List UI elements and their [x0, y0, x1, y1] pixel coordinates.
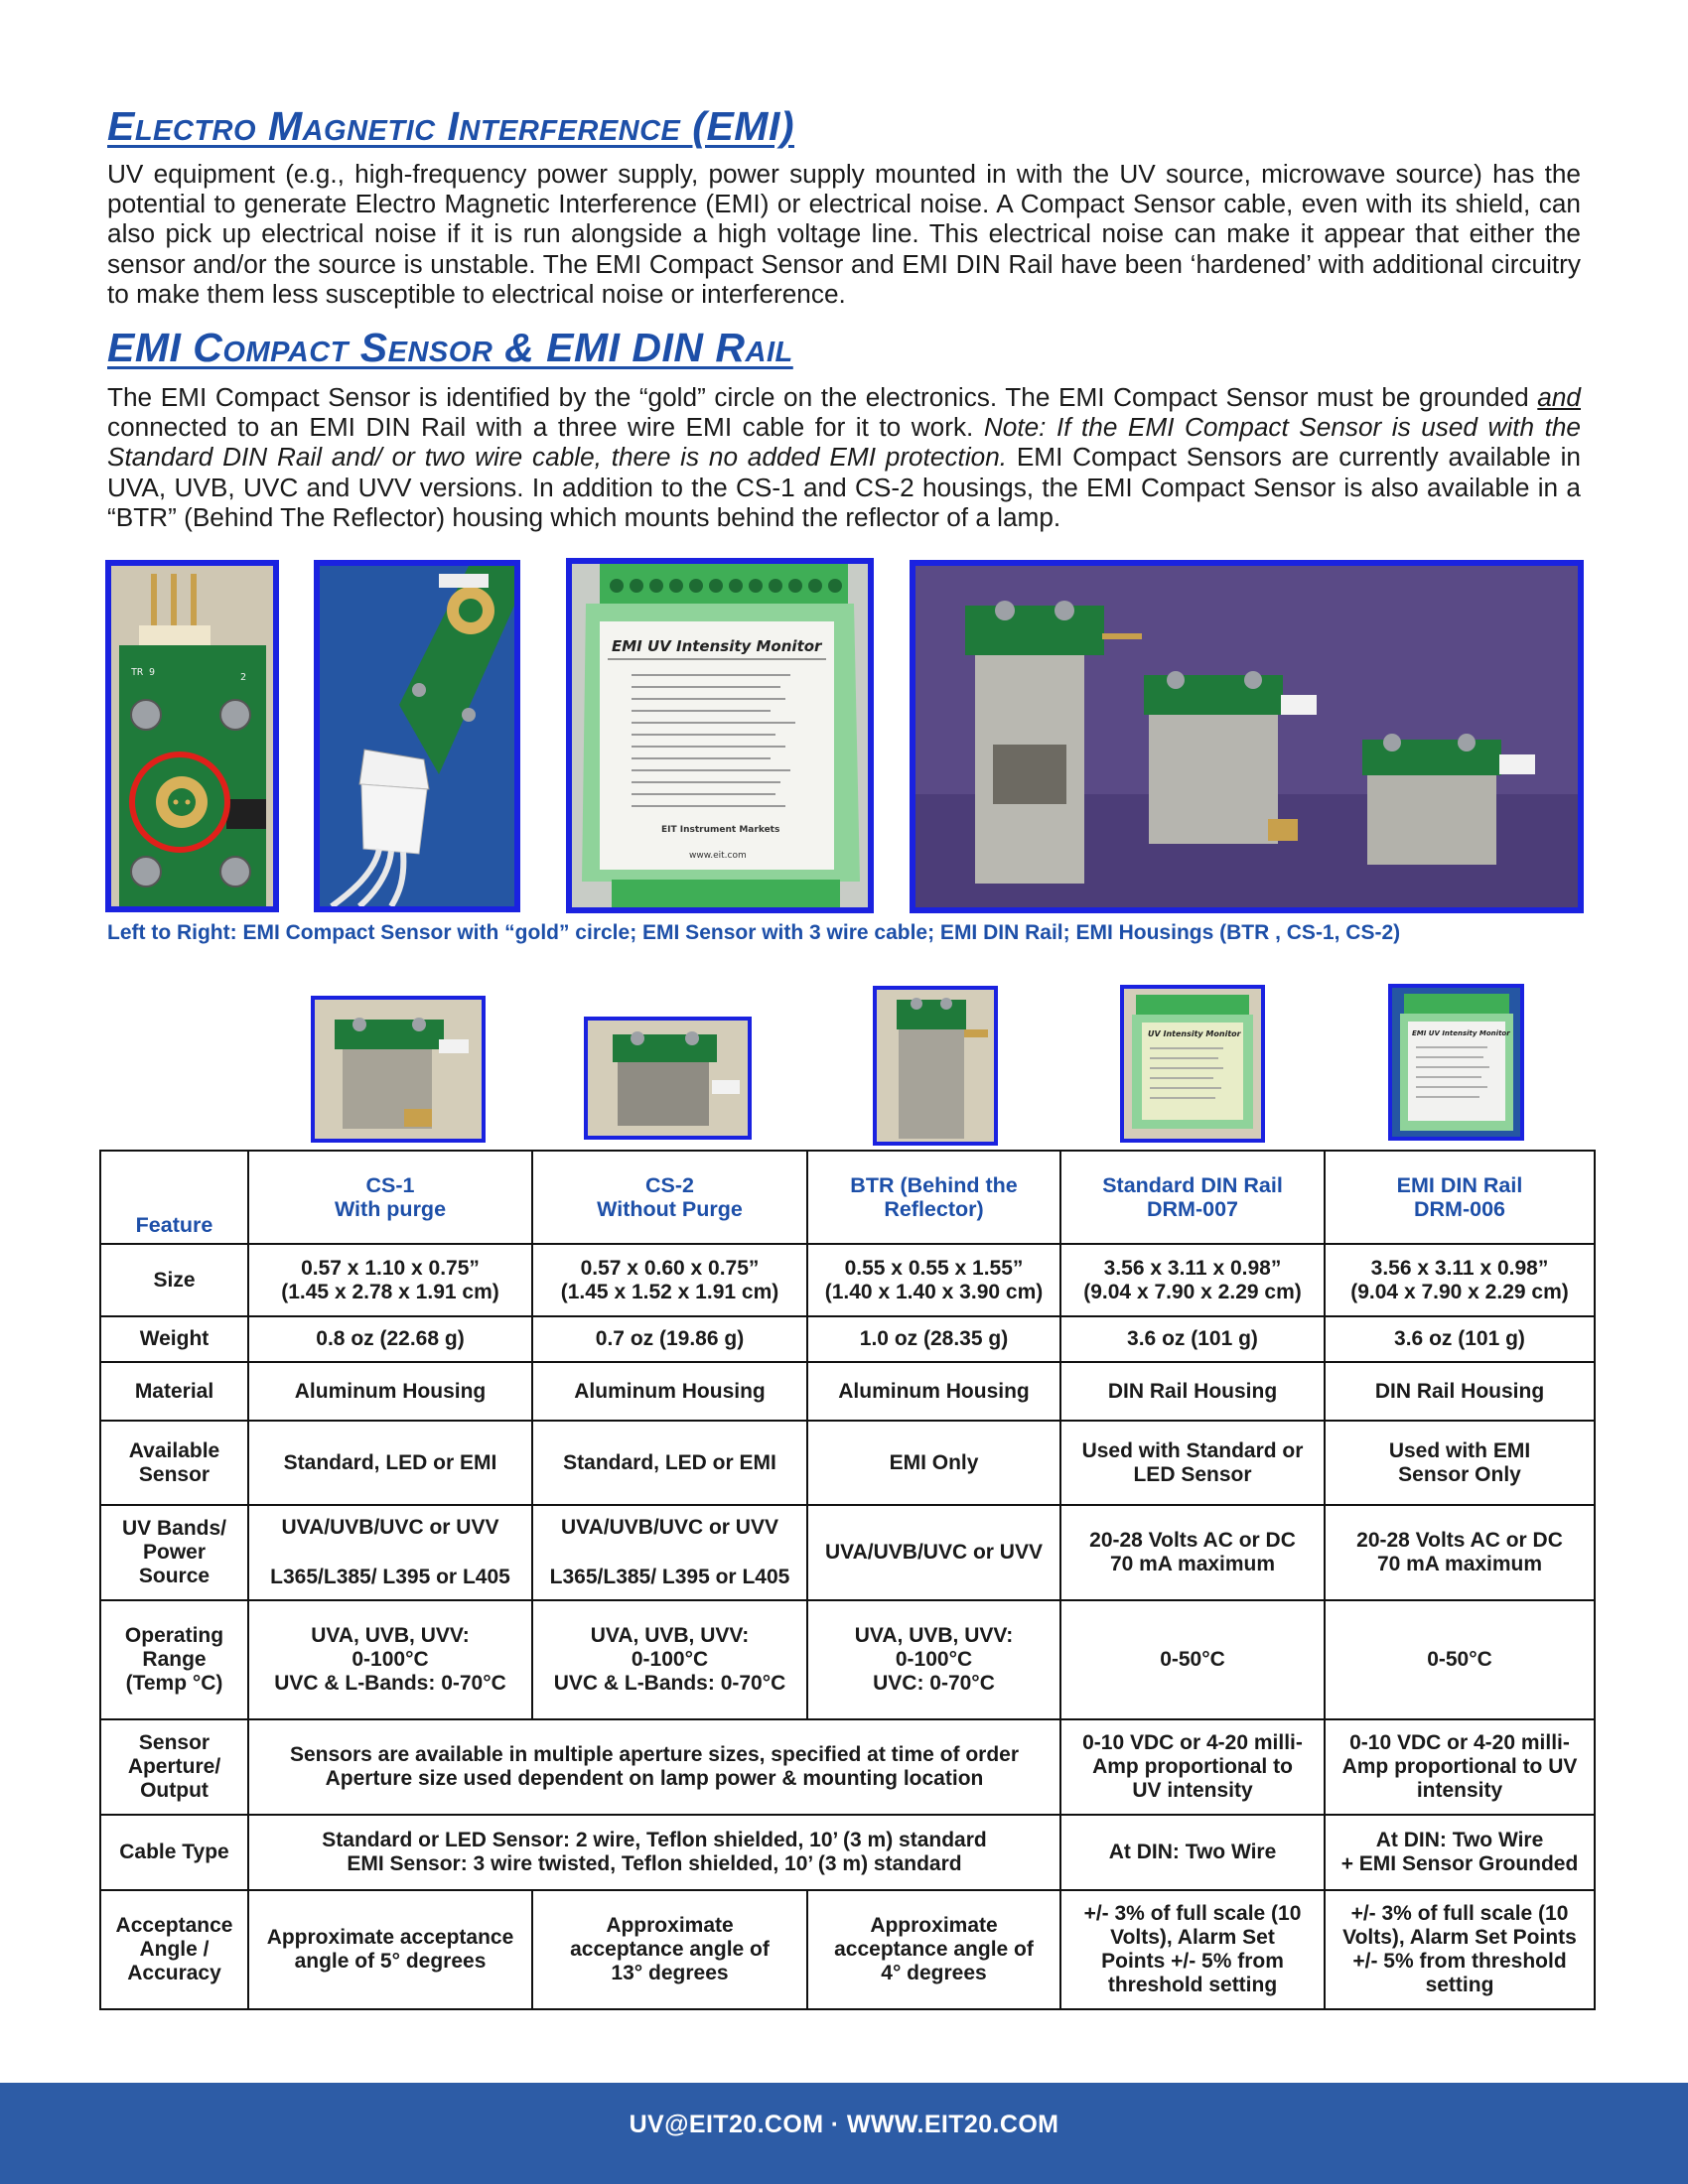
table-cell: 1.0 oz (28.35 g): [807, 1316, 1060, 1362]
table-row-size: [100, 1244, 1595, 1316]
table-row-material: [100, 1362, 1595, 1421]
din-rail-label-web: www.eit.com: [689, 851, 747, 861]
table-row-cable-type: [100, 1815, 1595, 1890]
table-cell: UVA, UVB, UVV: 0-100°C UVC & L-Bands: 0-70°C: [532, 1600, 807, 1719]
thumb-standard-din-rail: [1120, 985, 1265, 1143]
table-cell: Aluminum Housing: [532, 1362, 807, 1421]
table-cell: 0.55 x 0.55 x 1.55” (1.40 x 1.40 x 3.90 cm): [807, 1244, 1060, 1316]
table-cell: 0.57 x 0.60 x 0.75” (1.45 x 1.52 x 1.91 cm): [532, 1244, 807, 1316]
din-rail-label-title: EMI UV Intensity Monitor: [612, 637, 822, 655]
thumb-cs2: [584, 1017, 752, 1140]
emi-compact-sensor-paragraph: The EMI Compact Sensor is identified by the “gold” circle on the electronics. The EMI Compact Sensor must be grounded and connected to an EMI DIN Rail with a three wire EMI cable for it to work. Note: If the EMI Compact Sensor is used with the Standard DIN Rail and/ or two wire cable, there is no added EMI protection. EMI Compact Sensors are currently available in UVA, UVB, UVC and UVV versions. In addition to the CS-1 and CS-2 housings, the EMI Compact Sensor is also available in a “BTR” (Behind The Reflector) housing which mounts behind the reflector of a lamp.: [107, 382, 1581, 532]
row-label: Acceptance Angle / Accuracy: [100, 1890, 248, 2009]
photo-emi-din-rail: [566, 558, 874, 913]
table-cell: 20-28 Volts AC or DC 70 mA maximum: [1060, 1505, 1325, 1600]
table-cell: 3.6 oz (101 g): [1060, 1316, 1325, 1362]
table-cell: 0.8 oz (22.68 g): [248, 1316, 532, 1362]
table-cell: 0-50°C: [1325, 1600, 1595, 1719]
table-cell: +/- 3% of full scale (10 Volts), Alarm Set Points +/- 5% from threshold setting: [1060, 1890, 1325, 2009]
table-cell: Used with Standard or LED Sensor: [1060, 1421, 1325, 1505]
table-cell: Approximate acceptance angle of 13° degrees: [532, 1890, 807, 2009]
table-cell: 0-10 VDC or 4-20 milli- Amp proportional to UV intensity: [1060, 1719, 1325, 1815]
header-standard-din: Standard DIN Rail DRM-007: [1060, 1151, 1325, 1244]
row-label: Material: [100, 1362, 248, 1421]
table-row-acceptance-angle: [100, 1890, 1595, 2009]
row-label: Size: [100, 1244, 248, 1316]
table-cell: Approximate acceptance angle of 4° degrees: [807, 1890, 1060, 2009]
emi-intro-paragraph: UV equipment (e.g., high-frequency power supply, power supply mounted in with the UV source, microwave source) has the potential to generate Electro Magnetic Interference (EMI) or electrical noise. A Compact Sensor cable, even with its shield, can also pick up electrical noise if it is run alongside a high voltage line. This electrical noise can make it appear that either the sensor and/or the source is unstable. The EMI Compact Sensor and EMI DIN Rail have been ‘hardened’ with additional circuitry to make them less susceptible to electrical noise or interference.: [107, 159, 1581, 309]
header-emi-din: EMI DIN Rail DRM-006: [1325, 1151, 1595, 1244]
table-cell: UVA, UVB, UVV: 0-100°C UVC: 0-70°C: [807, 1600, 1060, 1719]
table-cell: Standard, LED or EMI: [532, 1421, 807, 1505]
photo-emi-compact-sensor: [105, 560, 279, 912]
header-cs2: CS-2 Without Purge: [532, 1151, 807, 1244]
table-cell: 3.6 oz (101 g): [1325, 1316, 1595, 1362]
table-cell: Used with EMI Sensor Only: [1325, 1421, 1595, 1505]
header-cs1: CS-1 With purge: [248, 1151, 532, 1244]
table-cell: Standard, LED or EMI: [248, 1421, 532, 1505]
table-cell: Approximate acceptance angle of 5° degrees: [248, 1890, 532, 2009]
row-label: Cable Type: [100, 1815, 248, 1890]
table-row-weight: [100, 1316, 1595, 1362]
pcb-label-2: 2: [240, 672, 247, 683]
header-feature: Feature: [100, 1151, 248, 1244]
table-cell: Aluminum Housing: [807, 1362, 1060, 1421]
din-rail-label-company: EIT Instrument Markets: [661, 825, 780, 835]
row-label: Weight: [100, 1316, 248, 1362]
table-cell: UVA/UVB/UVC or UVV L365/L385/ L395 or L405: [532, 1505, 807, 1600]
photo-caption: Left to Right: EMI Compact Sensor with “gold” circle; EMI Sensor with 3 wire cable; EMI DIN Rail; EMI Housings (BTR , CS-1, CS-2): [107, 921, 1401, 944]
table-cell: 0.7 oz (19.86 g): [532, 1316, 807, 1362]
row-label: Operating Range (Temp °C): [100, 1600, 248, 1719]
row-label: Sensor Aperture/ Output: [100, 1719, 248, 1815]
table-cell: 3.56 x 3.11 x 0.98” (9.04 x 7.90 x 2.29 cm): [1325, 1244, 1595, 1316]
table-cell: DIN Rail Housing: [1060, 1362, 1325, 1421]
table-cell: UVA/UVB/UVC or UVV L365/L385/ L395 or L405: [248, 1505, 532, 1600]
table-cell: 0.57 x 1.10 x 0.75” (1.45 x 2.78 x 1.91 cm): [248, 1244, 532, 1316]
table-cell: EMI Only: [807, 1421, 1060, 1505]
table-cell: 20-28 Volts AC or DC 70 mA maximum: [1325, 1505, 1595, 1600]
row-label: Available Sensor: [100, 1421, 248, 1505]
table-cell: DIN Rail Housing: [1325, 1362, 1595, 1421]
table-cell: Sensors are available in multiple aperture sizes, specified at time of order Aperture size used dependent on lamp power & mounting location: [248, 1719, 1060, 1815]
table-cell: UVA, UVB, UVV: 0-100°C UVC & L-Bands: 0-70°C: [248, 1600, 532, 1719]
header-btr: BTR (Behind the Reflector): [807, 1151, 1060, 1244]
pcb-label-1: TR 9: [131, 667, 156, 678]
table-cell: Standard or LED Sensor: 2 wire, Teflon shielded, 10’ (3 m) standard EMI Sensor: 3 wire twisted, Teflon shielded, 10’ (3 m) standard: [248, 1815, 1060, 1890]
section-heading-emi-compact-sensor: EMI Compact Sensor & EMI DIN Rail: [107, 325, 793, 370]
table-header-row: [100, 1151, 1595, 1244]
table-cell: 0-10 VDC or 4-20 milli- Amp proportional to UV intensity: [1325, 1719, 1595, 1815]
footer-contact-links[interactable]: UV@EIT20.COM · WWW.EIT20.COM: [629, 2111, 1059, 2138]
row-label: UV Bands/ Power Source: [100, 1505, 248, 1600]
thumb-emi-din-title: EMI UV Intensity Monitor: [1412, 1029, 1510, 1037]
table-cell: Aluminum Housing: [248, 1362, 532, 1421]
table-cell: At DIN: Two Wire + EMI Sensor Grounded: [1325, 1815, 1595, 1890]
table-row-sensor-aperture: [100, 1719, 1595, 1815]
photo-emi-sensor-cable: [314, 560, 520, 912]
table-cell: 3.56 x 3.11 x 0.98” (9.04 x 7.90 x 2.29 cm): [1060, 1244, 1325, 1316]
thumb-cs1: [311, 996, 486, 1143]
thumb-std-din-title: UV Intensity Monitor: [1148, 1029, 1241, 1038]
table-cell: At DIN: Two Wire: [1060, 1815, 1325, 1890]
thumb-emi-din-rail: [1388, 984, 1524, 1141]
section-heading-emi: Electro Magnetic Interference (EMI): [107, 103, 794, 149]
table-row-available-sensor: [100, 1421, 1595, 1505]
table-cell: +/- 3% of full scale (10 Volts), Alarm Set Points +/- 5% from threshold setting: [1325, 1890, 1595, 2009]
photo-emi-housings: [910, 560, 1584, 913]
footer-bar: [0, 2083, 1688, 2184]
thumb-btr: [873, 986, 998, 1146]
spec-table: [99, 1150, 1596, 2010]
table-row-operating-range: [100, 1600, 1595, 1719]
table-cell: UVA/UVB/UVC or UVV: [807, 1505, 1060, 1600]
table-cell: 0-50°C: [1060, 1600, 1325, 1719]
table-row-uv-bands: [100, 1505, 1595, 1600]
